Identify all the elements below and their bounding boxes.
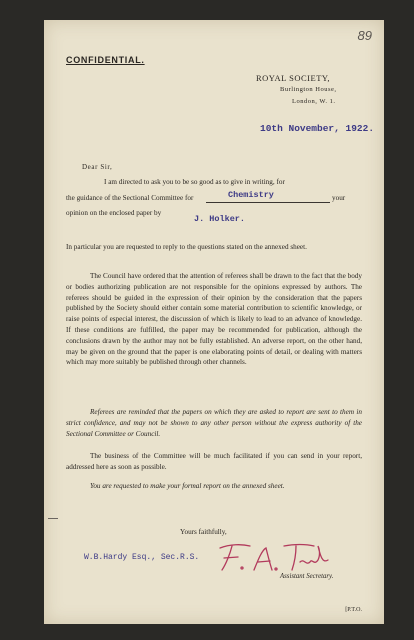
request-line-2: the guidance of the Sectional Committee for <box>66 194 194 202</box>
business-paragraph: The business of the Committee will be much facilitated if you can send in your report, addressed here as soon as possible. <box>66 452 362 471</box>
letter-date: 10th November, 1922. <box>260 123 375 134</box>
closing: Yours faithfully, <box>180 528 227 536</box>
request-line-1: I am directed to ask you to be so good as to give in writing, for <box>104 178 285 186</box>
margin-mark <box>48 518 58 519</box>
request-line-2-end: your <box>332 194 346 202</box>
letter-sheet <box>44 20 384 624</box>
confidential-heading: CONFIDENTIAL. <box>66 55 145 65</box>
sender-city: London, W. 1. <box>292 98 336 105</box>
sender-name: ROYAL SOCIETY, <box>256 73 331 83</box>
addressee: W.B.Hardy Esq., Sec.R.S. <box>84 553 200 562</box>
request-line-3: opinion on the enclosed paper by <box>66 209 162 217</box>
salutation: Dear Sir, <box>82 163 113 171</box>
sender-street: Burlington House, <box>280 86 337 93</box>
page-number: 89 <box>357 28 372 43</box>
pto-note: [P.T.O. <box>345 607 362 613</box>
signature <box>214 540 334 574</box>
formal-report-note: You are requested to make your formal report on the annexed sheet. <box>90 482 285 490</box>
subject-field: Chemistry <box>228 190 274 200</box>
signatory-title: Assistant Secretary. <box>280 573 334 580</box>
council-paragraph: The Council have ordered that the attention of referees shall be drawn to the fact that the body or bodies authorizing publication are not responsible for the opinions expressed by authors. The referees should be guided in the expression of their opinion by the consideration that the papers published by the Society should either contain some material contribution to scientific knowledge, or raise points of especial interest, the discussion of which is likely to lead to an advance of knowledge. If these conditions are fulfilled, the paper may be recommended for publication, although the conclusions drawn by the author may not be fully established. An adverse report, on the other hand, may be given on the ground that the paper is one elaborating points of detail, or dealing with matters which may more suitably be published through other channels. <box>66 272 362 367</box>
referees-paragraph: Referees are reminded that the papers on which they are asked to report are sent to them in strict confidence, and may not be shown to any other person without the express authority of the Sectional Committee or Council. <box>66 408 362 438</box>
particular-paragraph: In particular you are requested to reply to the questions stated on the annexed sheet. <box>66 243 307 251</box>
author-field: J. Holker. <box>194 214 246 224</box>
